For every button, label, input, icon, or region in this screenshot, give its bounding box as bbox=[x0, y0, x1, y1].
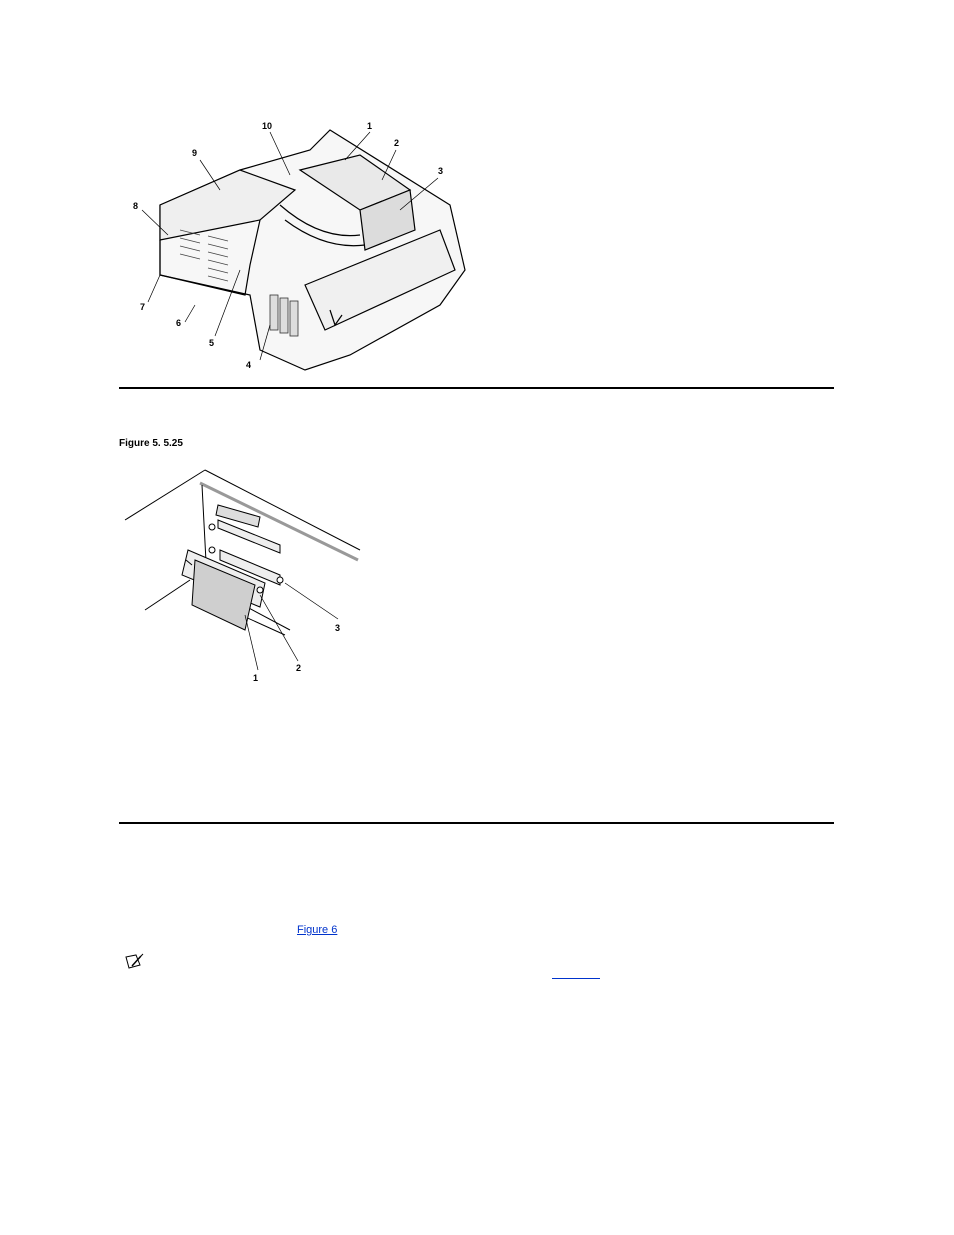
figure-caption: Figure 5. 5.25 bbox=[119, 438, 183, 449]
divider-bottom bbox=[119, 822, 834, 824]
callout-2: 2 bbox=[394, 138, 400, 148]
callout-8: 8 bbox=[133, 201, 139, 211]
note-link[interactable] bbox=[552, 978, 600, 979]
divider-top bbox=[119, 387, 834, 389]
callout-2: 2 bbox=[296, 663, 302, 673]
bay-insert-illustration bbox=[120, 465, 370, 685]
callout-4: 4 bbox=[246, 360, 252, 370]
callout-1: 1 bbox=[253, 673, 259, 683]
callout-9: 9 bbox=[192, 148, 198, 158]
callout-5: 5 bbox=[209, 338, 215, 348]
callout-6: 6 bbox=[176, 318, 182, 328]
callout-3: 3 bbox=[438, 166, 444, 176]
callout-3: 3 bbox=[335, 623, 341, 633]
chassis-illustration bbox=[120, 110, 480, 380]
figure-6-link[interactable]: Figure 6 bbox=[297, 924, 338, 936]
callout-7: 7 bbox=[140, 302, 146, 312]
callout-10: 10 bbox=[262, 121, 273, 131]
callout-1: 1 bbox=[367, 121, 373, 131]
note-pencil-icon bbox=[124, 953, 144, 971]
